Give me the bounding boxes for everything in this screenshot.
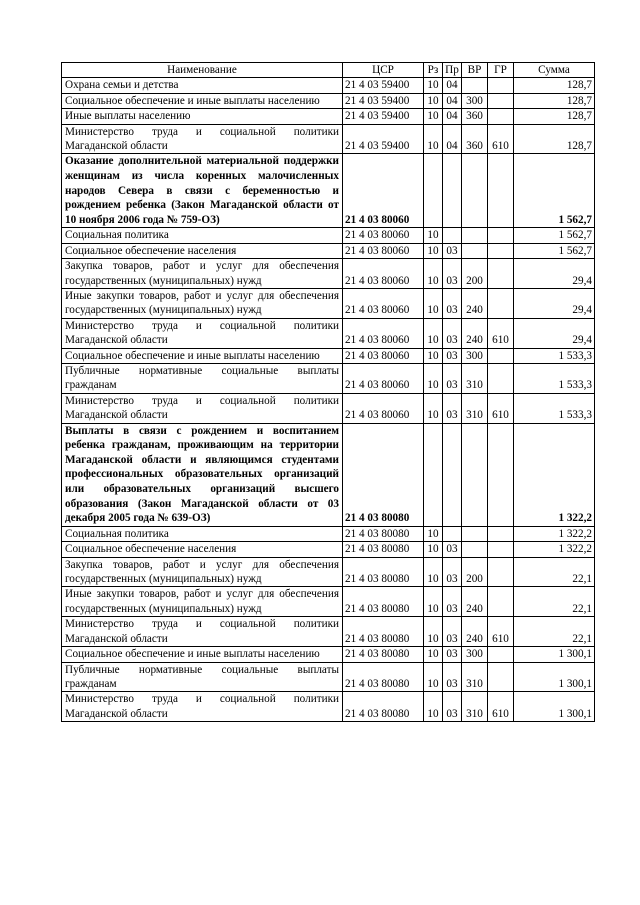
cell-gr (488, 348, 514, 363)
cell-gr: 610 (488, 124, 514, 154)
table-row (62, 124, 595, 154)
cell-vr: 200 (462, 557, 488, 587)
cell-name: Министерство труда и социальной политики Магаданской области (62, 617, 343, 647)
cell-gr (488, 526, 514, 541)
cell-pr: 03 (443, 587, 462, 617)
cell-vr: 310 (462, 692, 488, 722)
cell-name: Охрана семьи и детства (62, 78, 343, 93)
cell-sum: 128,7 (514, 109, 595, 124)
cell-name: Закупка товаров, работ и услуг для обеспечения государственных (муниципальных) нужд (62, 259, 343, 289)
cell-name: Публичные нормативные социальные выплаты гражданам (62, 364, 343, 394)
cell-name: Иные выплаты населению (62, 109, 343, 124)
cell-rz: 10 (424, 348, 443, 363)
cell-rz: 10 (424, 289, 443, 319)
cell-vr (462, 228, 488, 243)
cell-csr: 21 4 03 80080 (343, 557, 424, 587)
cell-csr: 21 4 03 80060 (343, 259, 424, 289)
cell-rz: 10 (424, 243, 443, 258)
cell-csr: 21 4 03 80080 (343, 587, 424, 617)
cell-gr: 610 (488, 617, 514, 647)
cell-vr (462, 154, 488, 228)
cell-csr: 21 4 03 80080 (343, 617, 424, 647)
cell-csr: 21 4 03 80080 (343, 526, 424, 541)
table-row (62, 348, 595, 363)
cell-rz: 10 (424, 93, 443, 108)
cell-pr: 04 (443, 109, 462, 124)
cell-sum: 1 533,3 (514, 393, 595, 423)
cell-gr (488, 93, 514, 108)
cell-vr: 240 (462, 289, 488, 319)
cell-pr (443, 423, 462, 526)
cell-sum: 1 562,7 (514, 243, 595, 258)
cell-sum: 1 562,7 (514, 228, 595, 243)
cell-name: Социальное обеспечение и иные выплаты населению (62, 647, 343, 662)
cell-csr: 21 4 03 80060 (343, 318, 424, 348)
cell-name: Социальное обеспечение населения (62, 542, 343, 557)
table-row (62, 587, 595, 617)
cell-vr (462, 243, 488, 258)
cell-pr: 03 (443, 662, 462, 692)
cell-vr: 240 (462, 617, 488, 647)
cell-csr: 21 4 03 59400 (343, 124, 424, 154)
cell-name: Министерство труда и социальной политики Магаданской области (62, 692, 343, 722)
cell-gr (488, 259, 514, 289)
cell-pr: 03 (443, 348, 462, 363)
cell-sum: 22,1 (514, 617, 595, 647)
cell-rz (424, 154, 443, 228)
cell-pr: 03 (443, 617, 462, 647)
cell-name: Оказание дополнительной материальной поддержки женщинам из числа коренных малочисленных народов Севера в связи с беременностью и рождением ребенка (Закон Магаданской области от 10 ноября 2006 года № 759-ОЗ) (62, 154, 343, 228)
cell-vr: 240 (462, 318, 488, 348)
cell-rz: 10 (424, 393, 443, 423)
cell-name: Министерство труда и социальной политики Магаданской области (62, 318, 343, 348)
cell-gr (488, 364, 514, 394)
cell-csr: 21 4 03 59400 (343, 78, 424, 93)
cell-name: Публичные нормативные социальные выплаты гражданам (62, 662, 343, 692)
cell-rz: 10 (424, 364, 443, 394)
cell-sum: 1 322,2 (514, 423, 595, 526)
cell-pr: 03 (443, 557, 462, 587)
table-row (62, 557, 595, 587)
cell-sum: 1 562,7 (514, 154, 595, 228)
cell-rz: 10 (424, 617, 443, 647)
cell-vr: 300 (462, 348, 488, 363)
cell-pr: 03 (443, 542, 462, 557)
cell-gr (488, 423, 514, 526)
table-row (62, 542, 595, 557)
cell-csr: 21 4 03 80060 (343, 393, 424, 423)
cell-csr: 21 4 03 80080 (343, 692, 424, 722)
cell-pr: 04 (443, 124, 462, 154)
table-row (62, 423, 595, 526)
cell-csr: 21 4 03 80060 (343, 364, 424, 394)
cell-vr: 360 (462, 109, 488, 124)
cell-gr (488, 243, 514, 258)
cell-name: Социальное обеспечение и иные выплаты населению (62, 348, 343, 363)
cell-gr (488, 542, 514, 557)
cell-csr: 21 4 03 80080 (343, 542, 424, 557)
cell-pr: 03 (443, 393, 462, 423)
table-row (62, 109, 595, 124)
table-row (62, 393, 595, 423)
table-row (62, 228, 595, 243)
cell-gr (488, 289, 514, 319)
cell-csr: 21 4 03 80060 (343, 289, 424, 319)
cell-gr (488, 154, 514, 228)
table-row (62, 259, 595, 289)
cell-name: Иные закупки товаров, работ и услуг для обеспечения государственных (муниципальных) нужд (62, 289, 343, 319)
cell-pr (443, 154, 462, 228)
cell-pr: 03 (443, 364, 462, 394)
table-row (62, 243, 595, 258)
table-row (62, 154, 595, 228)
cell-vr: 310 (462, 662, 488, 692)
cell-name: Социальное обеспечение и иные выплаты населению (62, 93, 343, 108)
cell-gr (488, 228, 514, 243)
cell-csr: 21 4 03 80080 (343, 647, 424, 662)
cell-sum: 22,1 (514, 587, 595, 617)
cell-csr: 21 4 03 59400 (343, 109, 424, 124)
cell-sum: 128,7 (514, 124, 595, 154)
cell-rz: 10 (424, 647, 443, 662)
cell-vr: 310 (462, 364, 488, 394)
cell-vr: 360 (462, 124, 488, 154)
header-gr: ГР (488, 63, 514, 78)
cell-sum: 128,7 (514, 78, 595, 93)
cell-vr: 200 (462, 259, 488, 289)
table-row (62, 364, 595, 394)
cell-rz: 10 (424, 124, 443, 154)
cell-rz: 10 (424, 542, 443, 557)
cell-csr: 21 4 03 80060 (343, 228, 424, 243)
cell-gr (488, 109, 514, 124)
cell-name: Социальное обеспечение населения (62, 243, 343, 258)
cell-vr: 300 (462, 93, 488, 108)
cell-rz: 10 (424, 557, 443, 587)
cell-sum: 1 322,2 (514, 542, 595, 557)
cell-csr: 21 4 03 80080 (343, 662, 424, 692)
cell-gr (488, 78, 514, 93)
cell-rz: 10 (424, 526, 443, 541)
header-name: Наименование (62, 63, 343, 78)
cell-csr: 21 4 03 80060 (343, 348, 424, 363)
cell-name: Социальная политика (62, 228, 343, 243)
cell-gr: 610 (488, 393, 514, 423)
cell-vr (462, 542, 488, 557)
cell-pr (443, 526, 462, 541)
header-pr: Пр (443, 63, 462, 78)
cell-vr: 310 (462, 393, 488, 423)
cell-vr (462, 423, 488, 526)
cell-sum: 1 533,3 (514, 348, 595, 363)
cell-sum: 1 300,1 (514, 662, 595, 692)
table-row (62, 289, 595, 319)
table-row (62, 93, 595, 108)
cell-sum: 1 300,1 (514, 692, 595, 722)
cell-rz: 10 (424, 587, 443, 617)
cell-name: Закупка товаров, работ и услуг для обеспечения государственных (муниципальных) нужд (62, 557, 343, 587)
cell-rz: 10 (424, 662, 443, 692)
cell-csr: 21 4 03 80060 (343, 154, 424, 228)
table-row (62, 617, 595, 647)
cell-rz: 10 (424, 78, 443, 93)
budget-table (61, 62, 595, 722)
table-row (62, 526, 595, 541)
table-row (62, 692, 595, 722)
cell-rz (424, 423, 443, 526)
cell-csr: 21 4 03 59400 (343, 93, 424, 108)
cell-name: Министерство труда и социальной политики Магаданской области (62, 393, 343, 423)
cell-pr: 03 (443, 318, 462, 348)
cell-sum: 1 300,1 (514, 647, 595, 662)
table-row (62, 662, 595, 692)
cell-rz: 10 (424, 109, 443, 124)
header-vr: ВР (462, 63, 488, 78)
cell-name: Иные закупки товаров, работ и услуг для обеспечения государственных (муниципальных) нужд (62, 587, 343, 617)
cell-rz: 10 (424, 228, 443, 243)
cell-sum: 128,7 (514, 93, 595, 108)
cell-pr: 04 (443, 93, 462, 108)
cell-csr: 21 4 03 80080 (343, 423, 424, 526)
cell-pr: 03 (443, 289, 462, 319)
cell-sum: 22,1 (514, 557, 595, 587)
table-header-row (62, 63, 595, 78)
table-row (62, 78, 595, 93)
table-row (62, 647, 595, 662)
cell-gr (488, 587, 514, 617)
cell-pr: 03 (443, 692, 462, 722)
cell-pr: 03 (443, 243, 462, 258)
cell-vr (462, 78, 488, 93)
cell-sum: 1 533,3 (514, 364, 595, 394)
cell-rz: 10 (424, 259, 443, 289)
cell-gr: 610 (488, 318, 514, 348)
header-csr: ЦСР (343, 63, 424, 78)
cell-name: Социальная политика (62, 526, 343, 541)
cell-vr (462, 526, 488, 541)
cell-gr (488, 662, 514, 692)
cell-sum: 29,4 (514, 259, 595, 289)
cell-rz: 10 (424, 318, 443, 348)
cell-pr: 03 (443, 259, 462, 289)
cell-csr: 21 4 03 80060 (343, 243, 424, 258)
cell-pr (443, 228, 462, 243)
cell-pr: 04 (443, 78, 462, 93)
table-row (62, 318, 595, 348)
cell-gr: 610 (488, 692, 514, 722)
cell-rz: 10 (424, 692, 443, 722)
cell-name: Выплаты в связи с рождением и воспитанием ребенка гражданам, проживающим на территории Магаданской области и являющимся студентами профессиональных образовательных организаций или образовательных организаций высшего образования (Закон Магаданской области от 03 декабря 2005 года № 639-ОЗ) (62, 423, 343, 526)
cell-gr (488, 647, 514, 662)
cell-name: Министерство труда и социальной политики Магаданской области (62, 124, 343, 154)
header-rz: Рз (424, 63, 443, 78)
cell-sum: 29,4 (514, 289, 595, 319)
cell-sum: 1 322,2 (514, 526, 595, 541)
cell-vr: 240 (462, 587, 488, 617)
cell-vr: 300 (462, 647, 488, 662)
cell-pr: 03 (443, 647, 462, 662)
cell-gr (488, 557, 514, 587)
header-sum: Сумма (514, 63, 595, 78)
cell-sum: 29,4 (514, 318, 595, 348)
